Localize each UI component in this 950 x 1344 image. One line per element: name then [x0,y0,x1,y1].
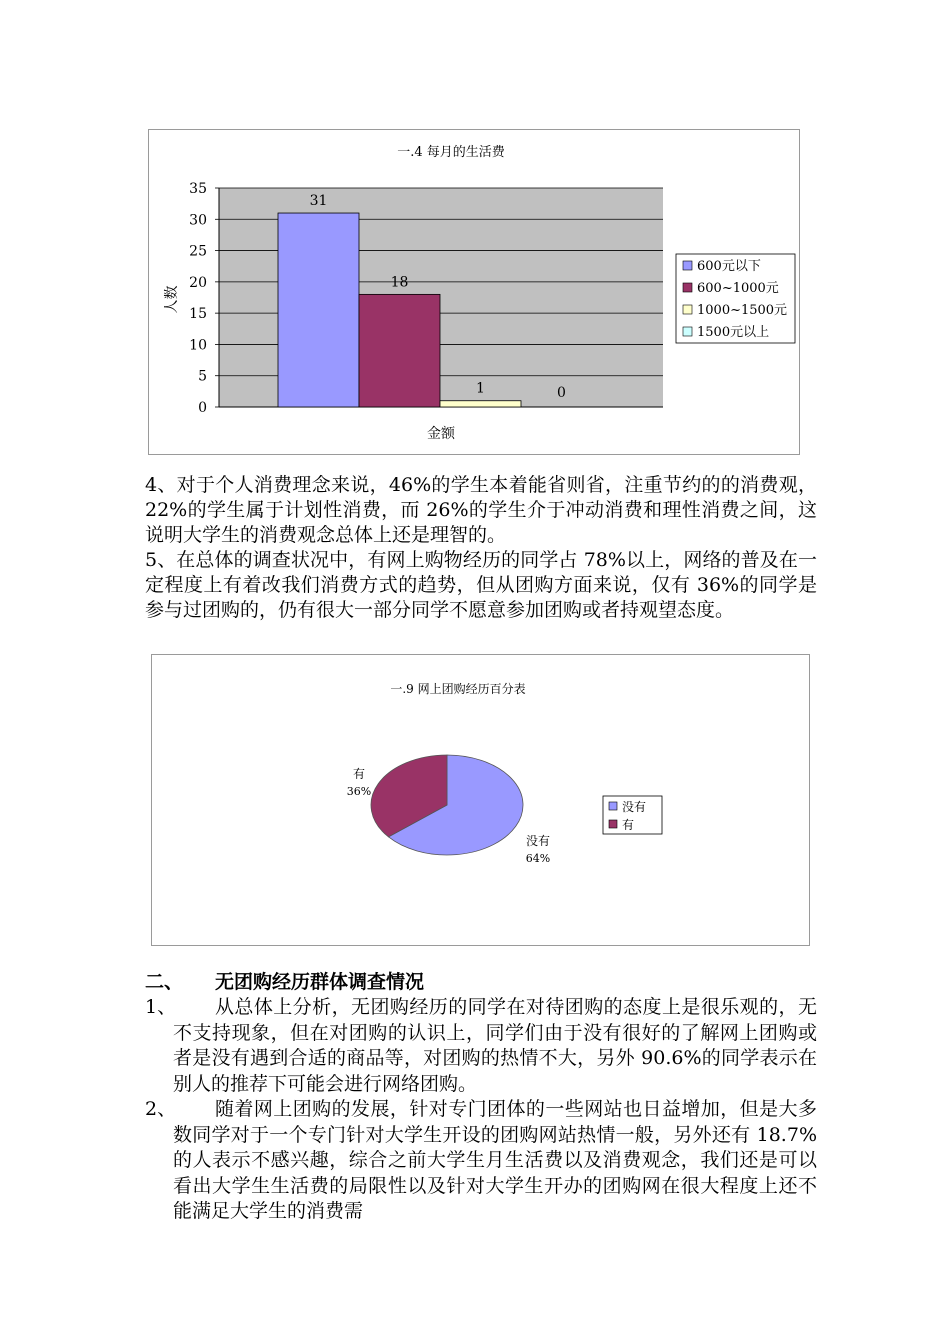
section-number: 二、 [145,971,184,993]
slice-name-label: 有 [352,767,366,781]
list-marker: 2、 [145,1098,177,1120]
legend-swatch [609,820,617,828]
list-item [145,1097,817,1225]
data-label: 1 [476,380,485,397]
legend-swatch [683,283,692,292]
section-title: 无团购经历群体调查情况 [215,971,425,993]
list-marker: 1、 [145,996,177,1018]
legend-label: 1000~1500元 [697,303,788,318]
chart-title: 一.9 网上团购经历百分表 [390,682,526,696]
legend-label: 有 [622,818,635,832]
legend-swatch [683,261,692,270]
y-tick-label: 0 [198,400,207,416]
pie-chart [152,655,809,945]
y-tick-label: 35 [189,181,207,197]
slice-value-label: 64% [525,852,551,865]
data-label: 18 [390,274,409,291]
legend-label: 1500元以上 [697,325,770,340]
bar [278,213,359,407]
y-tick-label: 25 [189,243,207,260]
bar-chart-frame [148,129,800,455]
list-item [145,995,817,1097]
legend-swatch [683,305,692,314]
slice-name-label: 没有 [525,834,551,848]
bar [440,401,521,407]
legend-swatch [683,327,692,336]
y-tick-label: 15 [189,306,207,323]
y-tick-label: 10 [189,337,207,354]
legend-label: 600元以下 [697,259,761,274]
slice-value-label: 36% [346,785,372,798]
section-heading [145,970,424,995]
data-label: 0 [557,385,566,401]
x-axis-label: 金额 [427,426,455,442]
y-tick-label: 20 [189,274,207,291]
bar [359,294,440,407]
bar-chart [149,130,799,454]
legend-swatch [609,802,617,810]
pie-chart-frame [151,654,810,946]
chart-title: 一.4 每月的生活费 [397,145,505,160]
paragraph-5: 5、在总体的调查状况中，有网上购物经历的同学占 78%以上，网络的普及在一定程度上有着改我们消费方式的趋势，但从团购方面来说，仅有 36%的同学是参与过团购的，仍有很大一部分同学不愿意参加团购或者持观望态度。 [145,549,817,621]
legend-label: 600~1000元 [697,281,779,296]
paragraph-4: 4、对于个人消费理念来说，46%的学生本着能省则省，注重节约的的消费观，22%的学生属于计划性消费，而 26%的学生介于冲动消费和理性消费之间，这说明大学生的消费观念总体上还是理智的。 [145,474,817,546]
legend-label: 没有 [622,800,647,814]
list-text: 从总体上分析，无团购经历的同学在对待团购的态度上是很乐观的，无不支持现象，但在对团购的认识上，同学们由于没有很好的了解网上团购或者是没有遇到合适的商品等，对团购的热情不大，另外 90.6%的同学表示在别人的推荐下可能会进行网络团购。 [173,996,817,1095]
y-tick-label: 5 [198,368,207,385]
y-axis-label: 人数 [164,285,180,314]
y-tick-label: 30 [189,212,207,229]
data-label: 31 [309,193,328,210]
list-text: 随着网上团购的发展，针对专门团体的一些网站也日益增加，但是大多数同学对于一个专门针对大学生开设的团购网站热情一般，另外还有 18.7%的人表示不感兴趣，综合之前大学生月生活费以及消费观念，我们还是可以看出大学生生活费的局限性以及针对大学生开办的团购网在很大程度上还不能满足大学生的消费需 [173,1098,817,1222]
